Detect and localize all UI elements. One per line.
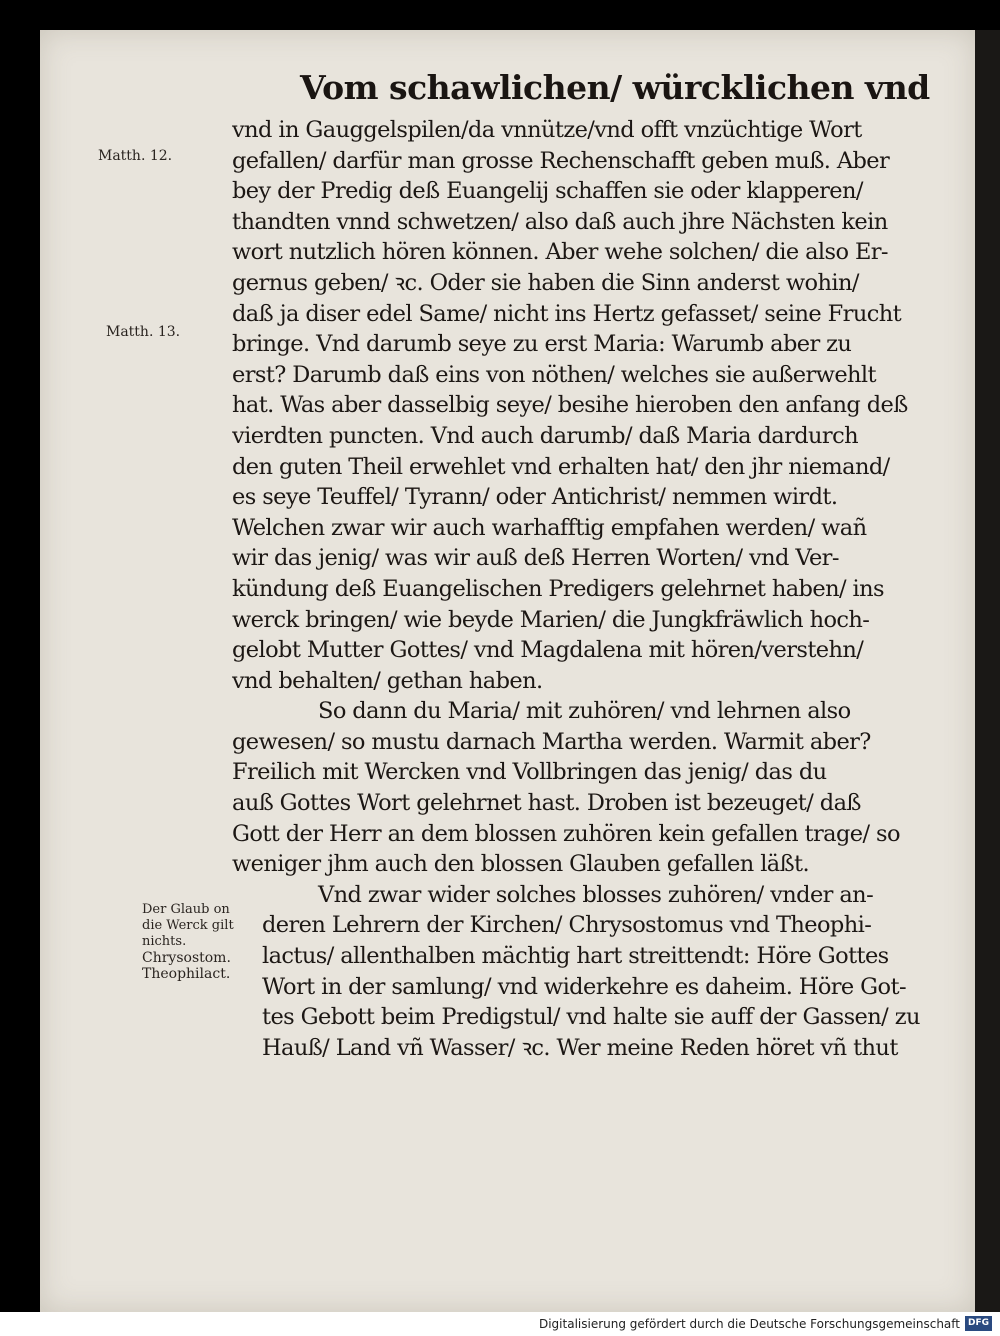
text-line: werck bringen/ wie beyde Marien/ die Jungkfräwlich hoch- xyxy=(232,606,870,633)
margin-note-line: Chrysostom. xyxy=(142,950,231,966)
footer-bar xyxy=(0,1312,1000,1336)
page-edge-shadow xyxy=(975,30,1000,1312)
margin-note-line: die Werck gilt xyxy=(142,918,234,933)
text-line: gefallen/ darfür man grosse Rechenschafft geben muß. Aber xyxy=(232,147,890,174)
text-line: vierdten puncten. Vnd auch darumb/ daß Maria dardurch xyxy=(232,422,858,449)
text-line: deren Lehrern der Kirchen/ Chrysostomus vnd Theophi- xyxy=(262,912,872,939)
text-line: auß Gottes Wort gelehrnet hast. Droben ist bezeuget/ daß xyxy=(232,790,861,817)
text-line: weniger jhm auch den blossen Glauben gefallen läßt. xyxy=(232,851,810,878)
text-line: hat. Was aber dasselbig seye/ besihe hieroben den anfang deß xyxy=(232,392,908,419)
text-line: gelobt Mutter Gottes/ vnd Magdalena mit hören/verstehn/ xyxy=(232,637,864,664)
text-line: Hauß/ Land vñ Wasser/ ꝛc. Wer meine Reden höret vñ thut xyxy=(262,1034,898,1061)
text-line: vnd behalten/ gethan haben. xyxy=(232,667,543,694)
text-line: kündung deß Euangelischen Predigers gelehrnet haben/ ins xyxy=(232,575,884,602)
text-line: Wort in der samlung/ vnd widerkehre es daheim. Höre Got- xyxy=(262,973,906,1000)
margin-note-line: Theophilact. xyxy=(142,966,231,982)
text-line: thandten vnnd schwetzen/ also daß auch jhre Nächsten kein xyxy=(232,208,888,235)
text-line: den guten Theil erwehlet vnd erhalten hat/ den jhr niemand/ xyxy=(232,453,890,480)
text-line: daß ja diser edel Same/ nicht ins Hertz gefasset/ seine Frucht xyxy=(232,300,902,327)
text-line: wort nutzlich hören können. Aber wehe solchen/ die also Er- xyxy=(232,239,888,266)
text-line: wir das jenig/ was wir auß deß Herren Worten/ vnd Ver- xyxy=(232,545,839,572)
margin-note-line: nichts. xyxy=(142,934,187,949)
dfg-logo-icon: DFG xyxy=(965,1316,992,1331)
text-line: Freilich mit Wercken vnd Vollbringen das jenig/ das du xyxy=(232,759,827,786)
text-line: lactus/ allenthalben mächtig hart streittendt: Höre Gottes xyxy=(262,943,889,970)
text-line: bringe. Vnd darumb seye zu erst Maria: Warumb aber zu xyxy=(232,331,852,358)
text-line: vnd in Gauggelspilen/da vnnütze/vnd offt vnzüchtige Wort xyxy=(232,117,862,143)
text-line-indented: Vnd zwar wider solches blosses zuhören/ vnder an- xyxy=(318,881,874,908)
margin-note-matth-12: Matth. 12. xyxy=(98,148,173,164)
text-line: bey der Predig deß Euangelij schaffen sie oder klapperen/ xyxy=(232,178,863,205)
text-line: Gott der Herr an dem blossen zuhören kein gefallen trage/ so xyxy=(232,820,900,847)
text-line: gewesen/ so mustu darnach Martha werden. Warmit aber? xyxy=(232,728,871,755)
margin-note-line: Der Glaub on xyxy=(142,902,230,917)
text-line: gernus geben/ ꝛc. Oder sie haben die Sinn anderst wohin/ xyxy=(232,269,859,296)
margin-note-matth-13: Matth. 13. xyxy=(106,324,181,340)
text-line: es seye Teuffel/ Tyrann/ oder Antichrist/ nemmen wirdt. xyxy=(232,484,838,511)
text-line: Welchen zwar wir auch warhafftig empfahen werden/ wañ xyxy=(232,514,867,541)
text-line: tes Gebott beim Predigstul/ vnd halte sie auff der Gassen/ zu xyxy=(262,1004,920,1031)
body-text-block xyxy=(232,115,932,1063)
funding-credit: Digitalisierung gefördert durch die Deutsche Forschungsgemeinschaft xyxy=(538,1317,960,1331)
text-line: erst? Darumb daß eins von nöthen/ welches sie außerwehlt xyxy=(232,361,876,388)
running-title: Vom schawlichen/ würcklichen vnd xyxy=(300,68,930,107)
text-line-indented: So dann du Maria/ mit zuhören/ vnd lehrnen also xyxy=(318,698,851,725)
